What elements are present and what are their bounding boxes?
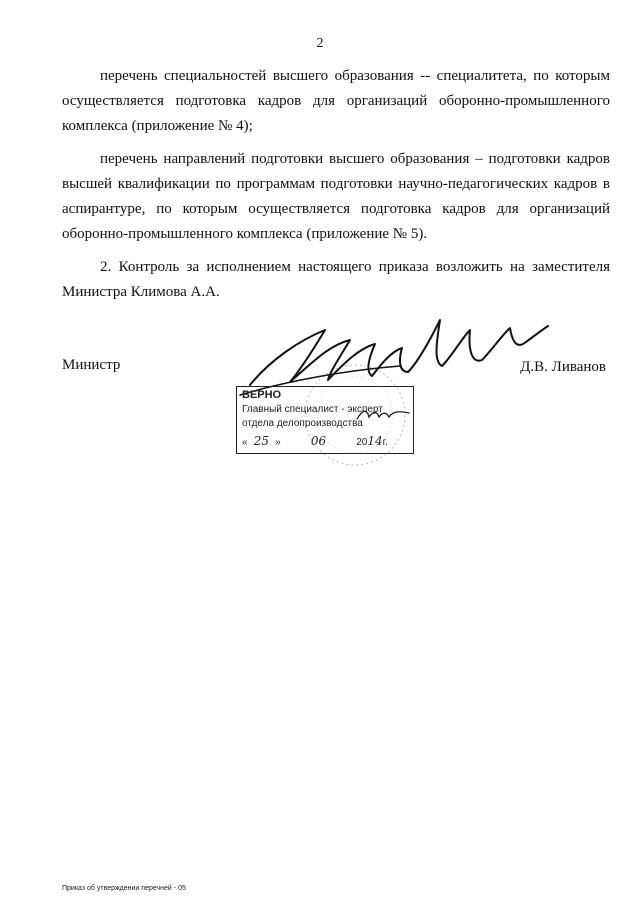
stamp-close-quote: »	[275, 437, 281, 448]
stamp-title: ВЕРНО	[242, 389, 282, 401]
signatory-name: Д.В. Ливанов	[520, 359, 606, 375]
stamp-year-end: г.	[382, 437, 388, 448]
stamp-date	[242, 434, 410, 448]
stamp-year-suffix: 14	[367, 434, 383, 448]
stamp-position: Главный специалист - эксперт	[242, 404, 383, 415]
stamp-signature	[355, 405, 411, 425]
stamp-month: 06	[310, 434, 327, 448]
stamp-day: 25	[253, 434, 269, 448]
paragraph-1: перечень специальностей высшего образования -- специалитета, по которым осуществляется подготовка кадров для организаций оборонно-промышленного комплекса (приложение № 4);	[62, 68, 610, 134]
page-number: 2	[316, 36, 324, 51]
signatory-position: Министр	[62, 357, 121, 373]
stamp-department: отдела делопроизводства	[242, 418, 363, 429]
stamp-year-prefix: 20	[356, 437, 368, 448]
paragraph-3: 2. Контроль за исполнением настоящего приказа возложить на заместителя Министра Климова А.А.	[62, 259, 610, 300]
certification-stamp	[236, 386, 414, 454]
paragraph-2: перечень направлений подготовки высшего образования – подготовки кадров высшей квалификации по программам подготовки научно-педагогических кадров в аспирантуре, по которым осуществляется подготовка кадров для организаций оборонно-промышленного комплекса (приложение № 5).	[62, 151, 610, 242]
handwritten-signature	[230, 300, 560, 400]
stamp-open-quote: «	[242, 437, 248, 448]
footer-text: Приказ об утверждении перечней - 05	[62, 885, 186, 892]
